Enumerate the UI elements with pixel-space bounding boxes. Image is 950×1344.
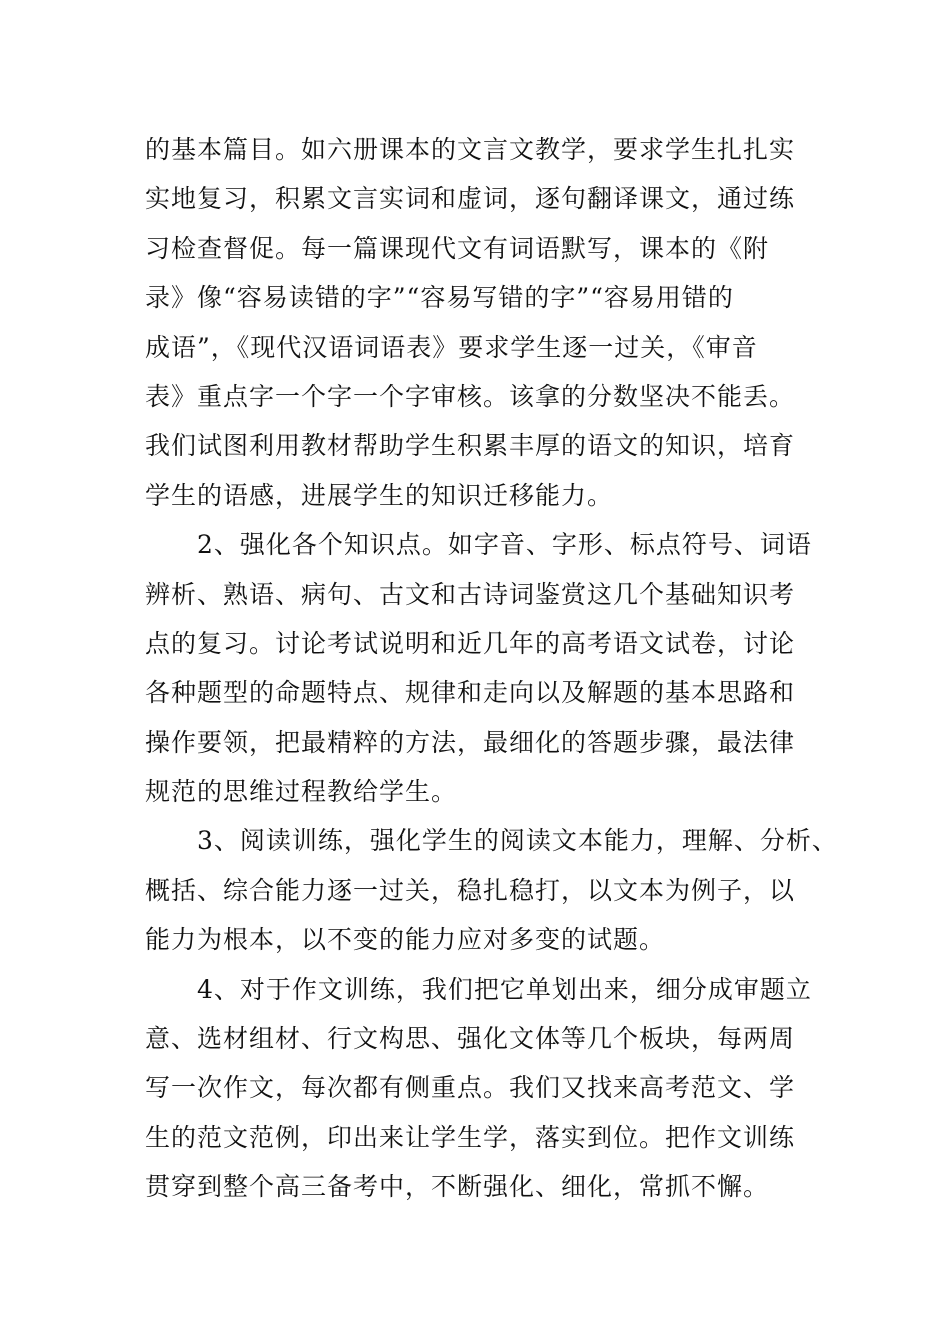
text-line: 实地复习，积累文言实词和虚词，逐句翻译课文，通过练 bbox=[145, 184, 796, 214]
text-line: 习检查督促。每一篇课现代文有词语默写，课本的《附 bbox=[145, 233, 770, 263]
text-line: 贯穿到整个高三备考中，不断强化、细化，常抓不懈。 bbox=[145, 1172, 770, 1202]
text-line: 4、对于作文训练，我们把它单划出来，细分成审题立 bbox=[145, 974, 812, 1004]
text-line: 点的复习。讨论考试说明和近几年的高考语文试卷，讨论 bbox=[145, 628, 796, 658]
text-line: 3、阅读训练，强化学生的阅读文本能力，理解、分析、 bbox=[145, 826, 838, 856]
text-line: 生的范文范例，印出来让学生学，落实到位。把作文训练 bbox=[145, 1122, 796, 1152]
text-line: 成语”，《现代汉语词语表》要求学生逐一过关，《审音 bbox=[145, 332, 758, 362]
text-line: 各种题型的命题特点、规律和走向以及解题的基本思路和 bbox=[145, 678, 796, 708]
text-line: 意、选材组材、行文构思、强化文体等几个板块，每两周 bbox=[145, 1024, 796, 1054]
text-line: 表》重点字一个字一个字审核。该拿的分数坚决不能丢。 bbox=[145, 381, 796, 411]
text-line: 操作要领，把最精粹的方法，最细化的答题步骤，最法律 bbox=[145, 727, 796, 757]
text-line: 辨析、熟语、病句、古文和古诗词鉴赏这几个基础知识考 bbox=[145, 579, 796, 609]
text-line: 规范的思维过程教给学生。 bbox=[145, 777, 458, 807]
text-line: 能力为根本，以不变的能力应对多变的试题。 bbox=[145, 925, 666, 955]
text-line: 学生的语感，进展学生的知识迁移能力。 bbox=[145, 480, 614, 510]
text-line: 写一次作文，每次都有侧重点。我们又找来高考范文、学 bbox=[145, 1073, 796, 1103]
text-line: 概括、综合能力逐一过关，稳扎稳打，以文本为例子，以 bbox=[145, 875, 796, 905]
text-line: 我们试图利用教材帮助学生积累丰厚的语文的知识，培育 bbox=[145, 431, 796, 461]
text-line: 2、强化各个知识点。如字音、字形、标点符号、词语 bbox=[145, 530, 812, 560]
text-line: 的基本篇目。如六册课本的文言文教学，要求学生扎扎实 bbox=[145, 135, 796, 164]
document-body bbox=[145, 125, 838, 1212]
text-line: 录》像“容易读错的字”“容易写错的字”“容易用错的 bbox=[145, 283, 734, 313]
